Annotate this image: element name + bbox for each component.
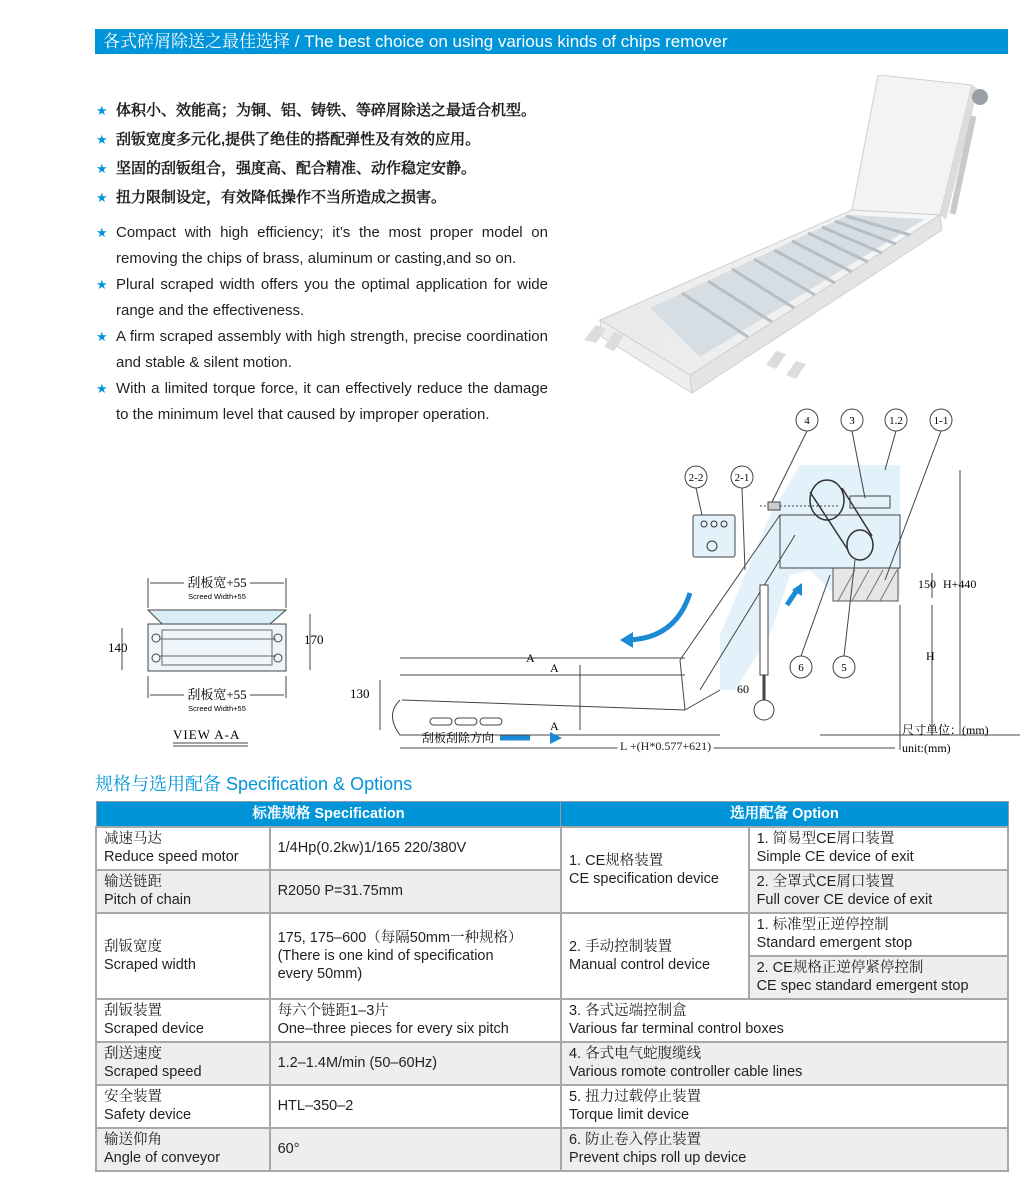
- dim-h: H: [926, 649, 935, 663]
- star-icon: ★: [96, 381, 108, 396]
- unit-label-en: unit:(mm): [902, 741, 951, 755]
- callout-1-1: 1-1: [933, 415, 949, 427]
- conveyor-side-diagram: [340, 400, 1020, 765]
- spec-label-cell: 刮钣宽度 Scraped width: [96, 913, 270, 999]
- dim-angle-60: 60: [737, 682, 749, 696]
- features-en-list: [96, 220, 548, 428]
- star-icon: ★: [96, 225, 108, 240]
- spec-label-cell: 刮钣装置 Scraped device: [96, 999, 270, 1042]
- option-cell: 1. CE规格装置 CE specification device: [561, 827, 749, 913]
- dim-length: L +(H*0.577+621): [620, 739, 712, 753]
- spec-value-cell: R2050 P=31.75mm: [270, 870, 561, 913]
- option-sub-cell: 1. 简易型CE屑口装置 Simple CE device of exit: [749, 827, 1008, 870]
- callout-6: 6: [798, 662, 804, 674]
- callout-3: 3: [849, 415, 855, 427]
- spec-value-cell: 175, 175–600（每隔50mm一种规格） (There is one kind of specification every 50mm): [270, 913, 561, 999]
- spec-value-cell: 每六个链距1–3片 One–three pieces for every six pitch: [270, 999, 561, 1042]
- page-banner: 各式碎屑除送之最佳选择 / The best choice on using various kinds of chips remover: [95, 29, 1008, 54]
- spec-value-cell: 1.2–1.4M/min (50–60Hz): [270, 1042, 561, 1085]
- option-sub-cell: 2. CE规格正逆停紧停控制 CE spec standard emergent stop: [749, 956, 1008, 999]
- feature-cn-item: ★ 体积小、效能高；为铜、铝、铸铁、等碎屑除送之最适合机型。: [96, 96, 566, 125]
- feature-en-item: ★ With a limited torque force, it can effectively reduce the damage to the minimum level that caused by improper operation.: [96, 376, 548, 428]
- option-cell: 3. 各式远端控制盒 Various far terminal control boxes: [561, 999, 1008, 1042]
- callout-2-2: 2-2: [688, 472, 704, 484]
- option-sub-cell: 2. 全罩式CE屑口装置 Full cover CE device of exit: [749, 870, 1008, 913]
- star-icon: ★: [96, 132, 108, 147]
- spec-label-cell: 安全装置 Safety device: [96, 1085, 270, 1128]
- star-icon: ★: [96, 277, 108, 292]
- feature-cn-item: ★ 刮钣宽度多元化,提供了绝佳的搭配弹性及有效的应用。: [96, 125, 566, 154]
- view-top-label-cn: 刮板宽+55: [187, 575, 247, 590]
- scrape-direction-label: 刮板刮除方向: [422, 731, 495, 745]
- feature-cn-item: ★ 坚固的刮钣组合，强度高、配合精准、动作稳定安静。: [96, 154, 566, 183]
- section-title: 规格与选用配备 Specification & Options: [95, 774, 413, 794]
- dim-170: 170: [304, 632, 324, 647]
- callout-4: 4: [804, 415, 810, 427]
- dim-a-top: A: [526, 651, 535, 665]
- callout-1-2: 1.2: [889, 415, 903, 427]
- feature-en-item: ★ A firm scraped assembly with high strength, precise coordination and stable & silent motion.: [96, 324, 548, 376]
- view-top-label-en: Screed Width+55: [188, 592, 246, 601]
- star-icon: ★: [96, 103, 108, 118]
- spec-value-cell: 60°: [270, 1128, 561, 1171]
- dim-h-440: H+440: [943, 577, 977, 591]
- view-bottom-label-cn: 刮板宽+55: [187, 687, 247, 702]
- option-header: 选用配备 Option: [561, 802, 1008, 827]
- star-icon: ★: [96, 329, 108, 344]
- unit-label-cn: 尺寸单位：(mm): [902, 723, 989, 737]
- view-aa-diagram: [100, 568, 340, 758]
- callout-2-1: 2-1: [734, 472, 750, 484]
- dim-140: 140: [108, 640, 128, 655]
- spec-label-cell: 输送仰角 Angle of conveyor: [96, 1128, 270, 1171]
- feature-cn-item: ★ 扭力限制设定，有效降低操作不当所造成之损害。: [96, 183, 566, 212]
- features-cn-list: [96, 96, 566, 212]
- spec-value-cell: 1/4Hp(0.2kw)1/165 220/380V: [270, 827, 561, 870]
- spec-options-table: [95, 801, 1009, 1172]
- option-cell: 4. 各式电气蛇腹缆线 Various romote controller cable lines: [561, 1042, 1008, 1085]
- spec-label-cell: 刮送速度 Scraped speed: [96, 1042, 270, 1085]
- star-icon: ★: [96, 161, 108, 176]
- option-cell: 6. 防止卷入停止装置 Prevent chips roll up device: [561, 1128, 1008, 1171]
- dim-a-section-top: A: [550, 661, 559, 675]
- chip-conveyor-photo: [580, 75, 1010, 395]
- spec-header: 标准规格 Specification: [96, 802, 561, 827]
- spec-value-cell: HTL–350–2: [270, 1085, 561, 1128]
- view-bottom-label-en: Screed Width+55: [188, 704, 246, 713]
- dim-130: 130: [350, 686, 370, 701]
- option-cell: 2. 手动控制装置 Manual control device: [561, 913, 749, 999]
- option-cell: 5. 扭力过载停止装置 Torque limit device: [561, 1085, 1008, 1128]
- dim-150: 150: [918, 577, 936, 591]
- option-sub-cell: 1. 标准型正逆停控制 Standard emergent stop: [749, 913, 1008, 956]
- callout-5: 5: [841, 662, 847, 674]
- star-icon: ★: [96, 190, 108, 205]
- dim-a-section-bottom: A: [550, 719, 559, 733]
- feature-en-item: ★ Compact with high efficiency; it’s the most proper model on removing the chips of brass, aluminum or casting,and so on.: [96, 220, 548, 272]
- view-caption: VIEW A-A: [173, 727, 241, 742]
- spec-label-cell: 减速马达 Reduce speed motor: [96, 827, 270, 870]
- spec-label-cell: 输送链距 Pitch of chain: [96, 870, 270, 913]
- feature-en-item: ★ Plural scraped width offers you the optimal application for wide range and the effectiveness.: [96, 272, 548, 324]
